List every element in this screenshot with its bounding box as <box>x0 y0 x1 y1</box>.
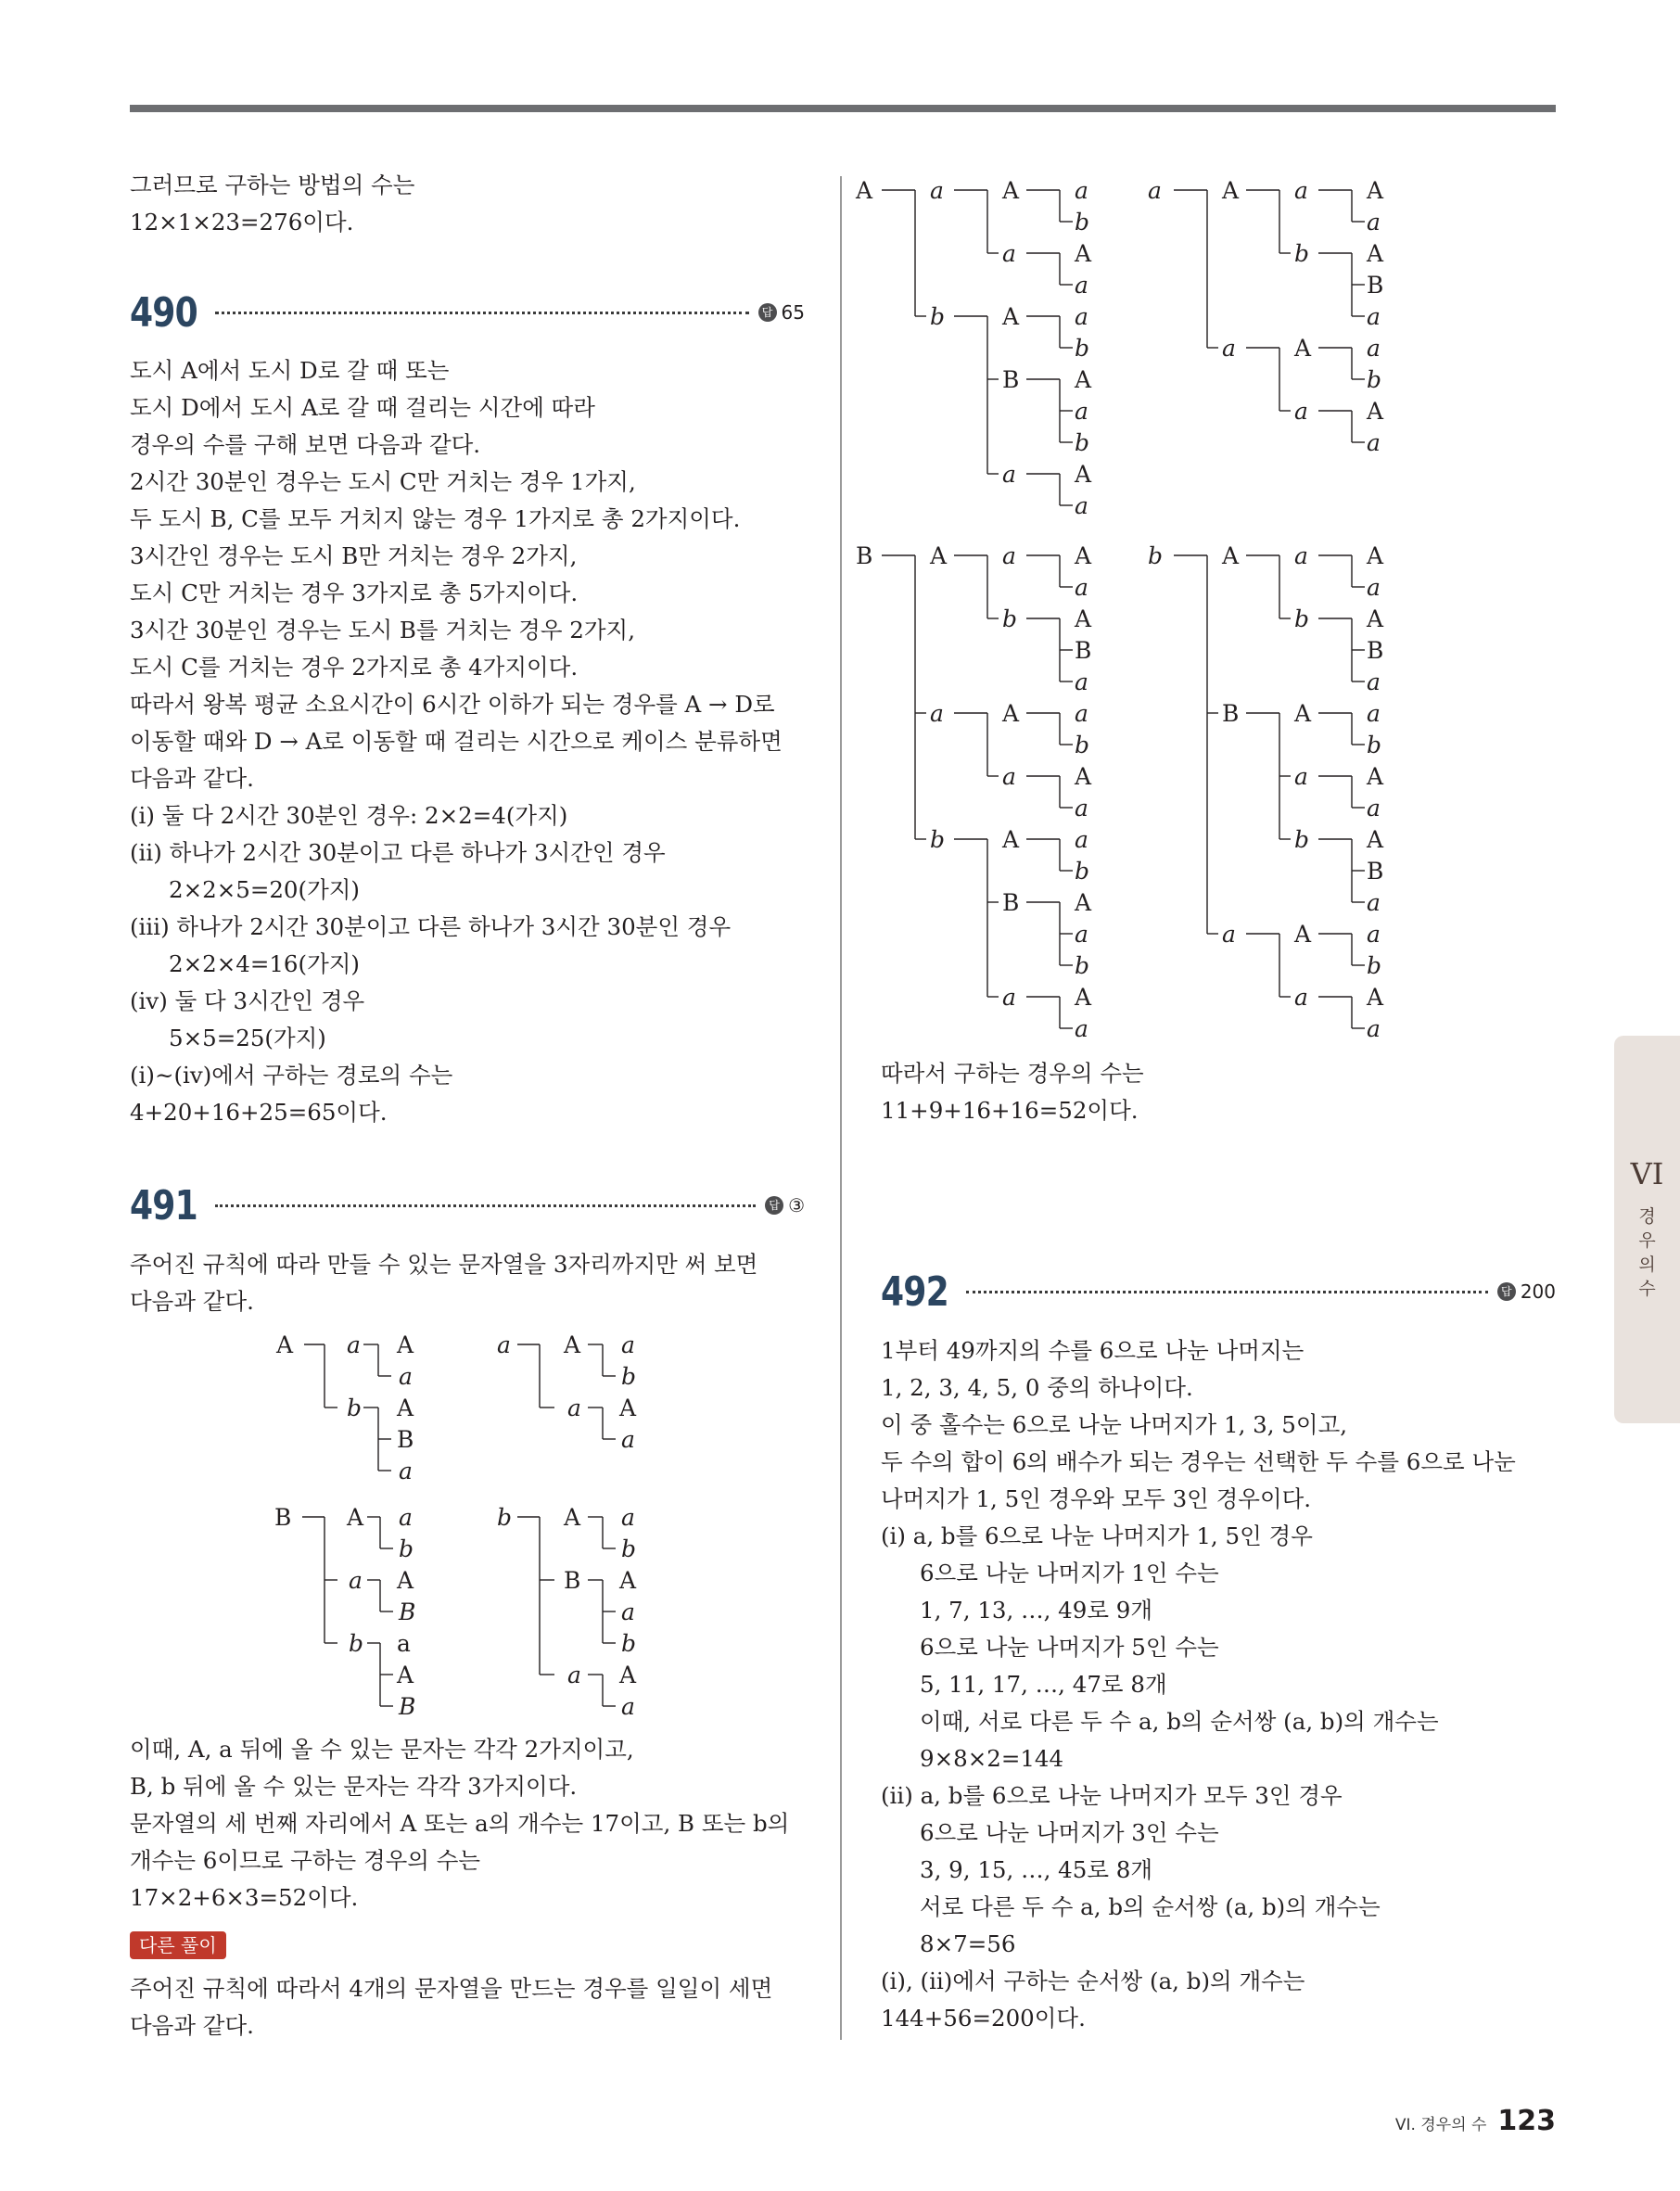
text-line: 주어진 규칙에 따라서 4개의 문자열을 만드는 경우를 일일이 세면 <box>130 1975 773 2002</box>
text-line: (ⅰ) a, b를 6으로 나눈 나머지가 1, 5인 경우 <box>881 1522 1313 1549</box>
tree-node: a <box>347 1331 361 1358</box>
alt-solution-tag-wrap <box>130 1931 226 1959</box>
tree-node: b <box>1002 605 1018 632</box>
chapter-number: VI <box>1630 1156 1664 1191</box>
tree-node: A <box>930 542 948 569</box>
text-line: 이때, 서로 다른 두 수 a, b의 순서쌍 (a, b)의 개수는 <box>920 1708 1439 1735</box>
text-line: 따라서 왕복 평균 소요시간이 6시간 이하가 되는 경우를 A → D로 <box>130 691 775 718</box>
tree-node: B <box>564 1567 581 1594</box>
tree-node: b <box>1367 952 1382 979</box>
text-line: 3시간 30분인 경우는 도시 B를 거치는 경우 2가지, <box>130 617 635 643</box>
footer-section: VI. 경우의 수 <box>1394 2116 1487 2134</box>
text-line: 2×2×5=20(가지) <box>169 876 360 903</box>
tree-node: a <box>1002 763 1016 790</box>
text-line: 도시 C만 거치는 경우 3가지로 총 5가지이다. <box>130 580 579 606</box>
tree-node: A <box>1075 984 1092 1011</box>
tree-node: a <box>1075 700 1088 727</box>
question-number: 490 <box>130 288 197 337</box>
text-line: 도시 A에서 도시 D로 갈 때 또는 <box>130 357 450 384</box>
tree-node: a <box>397 1630 411 1657</box>
tree-node: a <box>621 1504 635 1531</box>
tree-node: A <box>619 1662 637 1688</box>
tree-node: B <box>399 1599 416 1625</box>
tree-node: a <box>1002 240 1016 267</box>
text-line: 12×1×23=276이다. <box>130 209 354 236</box>
tree-node: b <box>1294 605 1310 632</box>
tree-node: A <box>856 177 873 204</box>
text-line: 6으로 나눈 나머지가 3인 수는 <box>920 1819 1219 1846</box>
dotted-leader <box>215 1204 756 1207</box>
tree-node: A <box>619 1395 637 1421</box>
tree-node: a <box>1294 542 1308 569</box>
text-line: 나머지가 1, 5인 경우와 모두 3인 경우이다. <box>881 1485 1312 1512</box>
answer <box>1497 1280 1556 1303</box>
tree-node: a <box>1222 335 1236 362</box>
tree-node: A <box>397 1395 414 1421</box>
tree-node: a <box>1367 921 1381 948</box>
text-line: 8×7=56 <box>920 1930 1016 1957</box>
tree-diagram-A <box>269 1326 454 1484</box>
tree-node: b <box>1294 240 1310 267</box>
intro-text <box>130 167 816 241</box>
tree-node: b <box>930 303 946 330</box>
text-line: 문자열의 세 번째 자리에서 A 또는 a의 개수는 17이고, B 또는 b의 <box>130 1810 790 1837</box>
text-line: 1부터 49까지의 수를 6으로 나눈 나머지는 <box>881 1337 1305 1364</box>
text-line: (ⅰ) 둘 다 2시간 30분인 경우: 2×2=4(가지) <box>130 802 568 829</box>
tree-node: b <box>1367 366 1382 393</box>
tree-node: a <box>1222 921 1236 948</box>
tree-node: A <box>1294 921 1312 948</box>
tree-node: a <box>1367 209 1381 236</box>
tree-node: B <box>1002 366 1020 393</box>
text-line: 17×2+6×3=52이다. <box>130 1884 359 1911</box>
tree-node: b <box>621 1535 637 1562</box>
tree-node: A <box>397 1331 414 1358</box>
tree-node: a <box>1002 461 1016 488</box>
tree-node: b <box>930 826 946 853</box>
tree-diagram-b <box>490 1498 675 1721</box>
tree-node: a <box>567 1662 581 1688</box>
tree-node: a <box>1075 492 1088 519</box>
tree-node: b <box>497 1504 513 1531</box>
tree-node: b <box>347 1395 363 1421</box>
text-line: 그러므로 구하는 방법의 수는 <box>130 172 415 198</box>
tree-node: a <box>1075 921 1088 948</box>
answer-value: ③ <box>788 1194 805 1217</box>
solution-490 <box>130 352 816 1131</box>
text-line: 다음과 같다. <box>130 765 254 792</box>
dotted-leader <box>966 1291 1488 1293</box>
tree-node: A <box>1367 177 1384 204</box>
chapter-title-char: 의 <box>1638 1255 1656 1275</box>
tree-node: a <box>1002 984 1016 1011</box>
tree-node: b <box>349 1630 364 1657</box>
answer-icon: 답 <box>765 1196 783 1215</box>
text-line: 다음과 같다. <box>130 2012 254 2039</box>
tree-node: a <box>1294 398 1308 425</box>
tree-node: b <box>1075 952 1090 979</box>
page-number: 123 <box>1497 2105 1556 2137</box>
text-line: 3, 9, 15, …, 45로 8개 <box>920 1856 1153 1883</box>
tree-node: a <box>1075 795 1088 822</box>
chapter-title-char: 경 <box>1638 1206 1656 1227</box>
tree-node: a <box>1075 574 1088 601</box>
tree-node: A <box>1002 826 1020 853</box>
question-number: 492 <box>881 1267 948 1316</box>
text-line: 11+9+16+16=52이다. <box>881 1097 1139 1124</box>
text-line: (ⅰ), (ⅱ)에서 구하는 순서쌍 (a, b)의 개수는 <box>881 1968 1305 1994</box>
text-line: 144+56=200이다. <box>881 2005 1086 2032</box>
tree-node: a <box>1367 1015 1381 1042</box>
tree-node: b <box>1294 826 1310 853</box>
answer-icon: 답 <box>758 303 777 322</box>
tree-node: a <box>621 1599 635 1625</box>
text-line: 6으로 나눈 나머지가 1인 수는 <box>920 1560 1219 1586</box>
tree-diagram-a <box>490 1326 675 1453</box>
text-line: 이 중 홀수는 6으로 나눈 나머지가 1, 3, 5이고, <box>881 1411 1348 1438</box>
tree-node: A <box>347 1504 364 1531</box>
tree-node: a <box>1294 177 1308 204</box>
tree-node: a <box>621 1426 635 1453</box>
tree-node: A <box>1367 984 1384 1011</box>
tree-node: A <box>1222 542 1240 569</box>
tree-node: a <box>399 1504 413 1531</box>
tree-node: a <box>1367 335 1381 362</box>
tree-node: b <box>399 1535 414 1562</box>
tree-node: A <box>1075 763 1092 790</box>
tree-node: b <box>621 1630 637 1657</box>
tree-node: B <box>1002 889 1020 916</box>
tree-node: a <box>1148 177 1162 204</box>
tree-node: A <box>1294 335 1312 362</box>
text-line: (ⅱ) a, b를 6으로 나눈 나머지가 모두 3인 경우 <box>881 1782 1343 1809</box>
text-line: 9×8×2=144 <box>920 1745 1064 1772</box>
tree-node: B <box>399 1693 416 1720</box>
text-line: 6으로 나눈 나머지가 5인 수는 <box>920 1634 1219 1661</box>
tree-node: A <box>1222 177 1240 204</box>
tree-node: A <box>1075 240 1092 267</box>
tree-node: A <box>564 1331 581 1358</box>
tree-node: A <box>1002 700 1020 727</box>
text-line: 5, 11, 17, …, 47로 8개 <box>920 1671 1167 1698</box>
tree-node: A <box>1075 542 1092 569</box>
text-line: 이때, A, a 뒤에 올 수 있는 문자는 각각 2가지이고, <box>130 1736 634 1763</box>
text-line: (ⅱ) 하나가 2시간 30분이고 다른 하나가 3시간인 경우 <box>130 839 666 866</box>
tree-node: a <box>1367 669 1381 695</box>
chapter-tab <box>1614 1036 1680 1423</box>
tree-node: a <box>621 1331 635 1358</box>
tree-node: a <box>621 1693 635 1720</box>
text-line: 1, 2, 3, 4, 5, 0 중의 하나이다. <box>881 1374 1193 1401</box>
tree-node: b <box>1367 732 1382 758</box>
text-line: 따라서 구하는 경우의 수는 <box>881 1060 1144 1087</box>
tree-diagram-B <box>269 1498 454 1721</box>
tree-node: A <box>1294 700 1312 727</box>
tree-node: a <box>1367 574 1381 601</box>
text-line: (ⅲ) 하나가 2시간 30분이고 다른 하나가 3시간 30분인 경우 <box>130 913 732 940</box>
text-line: 두 수의 합이 6의 배수가 되는 경우는 선택한 두 수를 6으로 나눈 <box>881 1448 1516 1475</box>
answer <box>758 301 805 324</box>
tree-node: a <box>399 1458 413 1484</box>
tree-node: B <box>274 1504 292 1531</box>
tree-node: a <box>1367 429 1381 456</box>
tree-node: A <box>1002 177 1020 204</box>
tree-node: A <box>1367 605 1384 632</box>
solution-492 <box>881 1332 1548 2037</box>
tree-node: A <box>397 1567 414 1594</box>
tree-node: A <box>1367 542 1384 569</box>
tree-node: b <box>1075 429 1090 456</box>
page-footer <box>1395 2105 1556 2137</box>
text-line: (ⅰ)~(ⅳ)에서 구하는 경로의 수는 <box>130 1062 453 1089</box>
tree-node: A <box>1367 240 1384 267</box>
tree-node: B <box>1367 858 1384 885</box>
alt-solution-tag: 다른 풀이 <box>130 1931 226 1959</box>
tree-node: a <box>1367 795 1381 822</box>
tree-node: A <box>564 1504 581 1531</box>
tree-node: B <box>1222 700 1240 727</box>
tree-node: a <box>1294 763 1308 790</box>
chapter-title-char: 수 <box>1638 1279 1656 1299</box>
text-line: 서로 다른 두 수 a, b의 순서쌍 (a, b)의 개수는 <box>920 1893 1381 1920</box>
tree-node: B <box>1367 272 1384 299</box>
tree-node: a <box>1075 826 1088 853</box>
tree-node: A <box>1002 303 1020 330</box>
tree-node: A <box>276 1331 294 1358</box>
tree-node: b <box>1075 209 1090 236</box>
answer <box>765 1194 805 1217</box>
text-line: B, b 뒤에 올 수 있는 문자는 각각 3가지이다. <box>130 1773 578 1800</box>
question-number: 491 <box>130 1181 197 1229</box>
tree-node: a <box>1075 1015 1088 1042</box>
tree-node: a <box>567 1395 581 1421</box>
tree-node: b <box>1075 732 1090 758</box>
tree-node: a <box>1367 303 1381 330</box>
tree-node: a <box>1075 272 1088 299</box>
tree-node: a <box>1075 177 1088 204</box>
solution-491-intro <box>130 1246 816 1320</box>
chapter-title <box>1614 1204 1680 1301</box>
right-summary <box>881 1055 1567 1129</box>
answer-value: 200 <box>1520 1280 1556 1303</box>
tree-node: B <box>1075 637 1092 664</box>
text-line: 5×5=25(가지) <box>169 1025 326 1051</box>
tree-node: A <box>1075 605 1092 632</box>
tree-node: A <box>1367 826 1384 853</box>
tree-node: a <box>1367 889 1381 916</box>
question-header-490 <box>130 285 805 340</box>
tree-node: b <box>1148 542 1164 569</box>
tree-node: A <box>1367 763 1384 790</box>
alt-tree-diagrams <box>853 0 1558 1057</box>
dotted-leader <box>215 312 749 314</box>
text-line: 3시간인 경우는 도시 B만 거치는 경우 2가지, <box>130 542 578 569</box>
tree-node: a <box>1075 303 1088 330</box>
text-line: (ⅳ) 둘 다 3시간인 경우 <box>130 987 365 1014</box>
tree-node: A <box>1367 398 1384 425</box>
text-line: 개수는 6이므로 구하는 경우의 수는 <box>130 1847 481 1874</box>
chapter-title-char: 우 <box>1638 1230 1656 1251</box>
tree-node: a <box>1075 669 1088 695</box>
text-line: 1, 7, 13, …, 49로 9개 <box>920 1597 1153 1624</box>
tree-node: a <box>1367 700 1381 727</box>
tree-node: B <box>856 542 873 569</box>
tree-node: A <box>1075 366 1092 393</box>
tree-node: a <box>349 1567 363 1594</box>
tree-node: a <box>1002 542 1016 569</box>
tree-node: a <box>930 700 944 727</box>
tree-node: A <box>1075 889 1092 916</box>
question-header-491 <box>130 1178 805 1233</box>
question-header-492 <box>881 1264 1556 1319</box>
text-line: 도시 C를 거치는 경우 2가지로 총 4가지이다. <box>130 654 579 681</box>
text-line: 이동할 때와 D → A로 이동할 때 걸리는 시간으로 케이스 분류하면 <box>130 728 783 755</box>
tree-node: A <box>1075 461 1092 488</box>
tree-node: B <box>397 1426 414 1453</box>
text-line: 2×2×4=16(가지) <box>169 950 360 977</box>
tree-node: a <box>1294 984 1308 1011</box>
tree-node: a <box>399 1363 413 1390</box>
text-line: 경우의 수를 구해 보면 다음과 같다. <box>130 431 481 458</box>
text-line: 도시 D에서 도시 A로 갈 때 걸리는 시간에 따라 <box>130 394 595 421</box>
text-line: 2시간 30분인 경우는 도시 C만 거치는 경우 1가지, <box>130 468 636 495</box>
tree-node: b <box>1075 335 1090 362</box>
tree-node: A <box>397 1662 414 1688</box>
text-line: 두 도시 B, C를 모두 거치지 않는 경우 1가지로 총 2가지이다. <box>130 505 741 532</box>
column-divider <box>840 176 842 2040</box>
solution-491-body <box>130 1731 816 1917</box>
answer-value: 65 <box>781 301 805 324</box>
tree-node: b <box>1075 858 1090 885</box>
tree-node: B <box>1367 637 1384 664</box>
tree-node: a <box>497 1331 511 1358</box>
answer-icon: 답 <box>1497 1282 1516 1301</box>
text-line: 4+20+16+25=65이다. <box>130 1099 388 1126</box>
text-line: 주어진 규칙에 따라 만들 수 있는 문자열을 3자리까지만 써 보면 <box>130 1251 758 1278</box>
tree-node: a <box>1075 398 1088 425</box>
text-line: 다음과 같다. <box>130 1288 254 1315</box>
tree-node: b <box>621 1363 637 1390</box>
tree-node: A <box>619 1567 637 1594</box>
tree-node: a <box>930 177 944 204</box>
alt-solution-text <box>130 1970 816 2045</box>
